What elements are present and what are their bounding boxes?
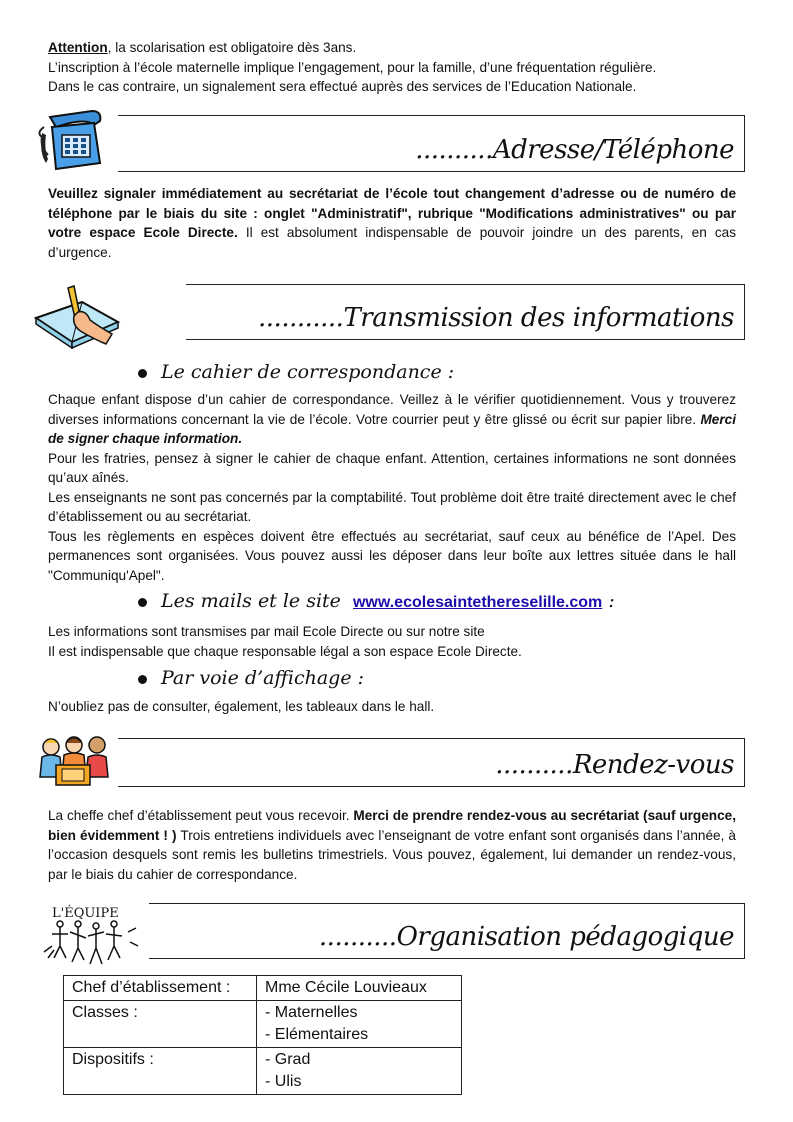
adresse-header-box [118, 115, 745, 172]
mails-line-2: Il est indispensable que chaque responsable légal a son espace Ecole Directe. [48, 643, 522, 659]
intro-block [48, 38, 736, 97]
cahier-block [48, 390, 736, 585]
transmission-title: ...........Transmission des informations [258, 303, 734, 333]
attention-word: Attention [48, 40, 108, 55]
affichage-block [48, 697, 736, 717]
cahier-paragraph-4: Tous les règlements en espèces doivent être effectués au secrétariat, sauf ceux au bénéfice de l’Apel. Des permanences sont organisées. Vous pouvez aussi les déposer dans leur boîte aux lettres située dans le hall "Communiqu'Apel". [48, 528, 736, 583]
cahier-paragraph-1: Chaque enfant dispose d’un cahier de correspondance. Veillez à le vérifier quotidiennement. Vous y trouverez diverses informations concernant la vie de l’école. Votre courrier peut y être glissé ou écrit sur papier libre. Merci de signer chaque information. [48, 392, 736, 446]
cahier-heading: Le cahier de correspondance : [138, 361, 454, 383]
mails-line-1: Les informations sont transmises par mail Ecole Directe ou sur notre site [48, 624, 485, 639]
affichage-heading: Par voie d’affichage : [138, 667, 364, 689]
telephone-icon [36, 103, 108, 171]
adresse-bold-text: Veuillez signaler immédiatement au secrétariat de l’école tout changement d’adresse ou de numéro de téléphone par le biais du site : onglet "Administratif", rubrique "Modifications administratives" ou par votre espace Ecole Directe. [48, 186, 736, 240]
table-value: Mme Cécile Louvieaux [257, 976, 462, 1001]
intro-line-2: L’inscription à l’école maternelle implique l’engagement, pour la famille, d’une fréquentation régulière. [48, 59, 657, 75]
adresse-title: ..........Adresse/Téléphone [415, 135, 734, 165]
table-row [64, 1048, 462, 1095]
equipe-logo-text: L'ÉQUIPE [52, 906, 119, 921]
writing-notebook-icon [32, 282, 122, 352]
affichage-line-1: N’oubliez pas de consulter, également, les tableaux dans le hall. [48, 699, 435, 714]
school-website-link[interactable]: www.ecolesaintethereselille.com [352, 594, 603, 611]
table-label: Dispositifs : [64, 1048, 257, 1095]
organisation-header-box [149, 903, 745, 959]
organisation-title: ..........Organisation pédagogique [318, 922, 734, 952]
equipe-logo-icon [40, 902, 140, 972]
table-label: Chef d’établissement : [64, 976, 257, 1001]
rdv-header-box [118, 738, 745, 787]
transmission-header-box [186, 284, 745, 340]
cahier-paragraph-2: Pour les fratries, pensez à signer le cahier de chaque enfant. Attention, certaines informations ne sont données qu’aux aînés. [48, 450, 736, 485]
table-row [64, 976, 462, 1001]
table-label: Classes : [64, 1001, 257, 1048]
table-row [64, 1001, 462, 1048]
adresse-paragraph: Veuillez signaler immédiatement au secrétariat de l’école tout changement d’adresse ou de numéro de téléphone par le biais du site : onglet "Administratif", rubrique "Modifications administratives" ou par votre espace Ecole Directe. Il est absolument indispensable de pouvoir joindre un des parents, en cas d’urgence. [48, 186, 737, 260]
cahier-paragraph-3: Les enseignants ne sont pas concernés par la comptabilité. Tout problème doit être traité directement avec le chef d’établissement ou au secrétariat. [48, 489, 736, 524]
mails-block [48, 622, 736, 661]
bullet-icon [138, 675, 147, 684]
intro-line-3: Dans le cas contraire, un signalement sera effectué auprès des services de l’Education Nationale. [48, 79, 637, 94]
rdv-paragraph: La cheffe chef d’établissement peut vous recevoir. Merci de prendre rendez-vous au secrétariat (sauf urgence, bien évidemment ! ) Trois entretiens individuels avec l’enseignant de votre enfant sont organisés dans l’année, à l’occasion desquels sont remis les bulletins trimestriels. Vous pouvez, également, lui demander un rendez-vous, par le biais du cahier de correspondance. [48, 808, 736, 882]
rdv-title: ..........Rendez-vous [495, 750, 734, 780]
mails-heading: Les mails et le site www.ecolesaintethereselille.com : [138, 590, 615, 612]
table-value: - Maternelles - Elémentaires [257, 1001, 462, 1048]
bullet-icon [138, 369, 147, 378]
bullet-icon [138, 598, 147, 607]
people-meeting-icon [36, 733, 114, 789]
table-value: - Grad - Ulis [257, 1048, 462, 1095]
organisation-table [63, 975, 462, 1095]
intro-line-1: Attention, la scolarisation est obligatoire dès 3ans. [48, 40, 357, 55]
